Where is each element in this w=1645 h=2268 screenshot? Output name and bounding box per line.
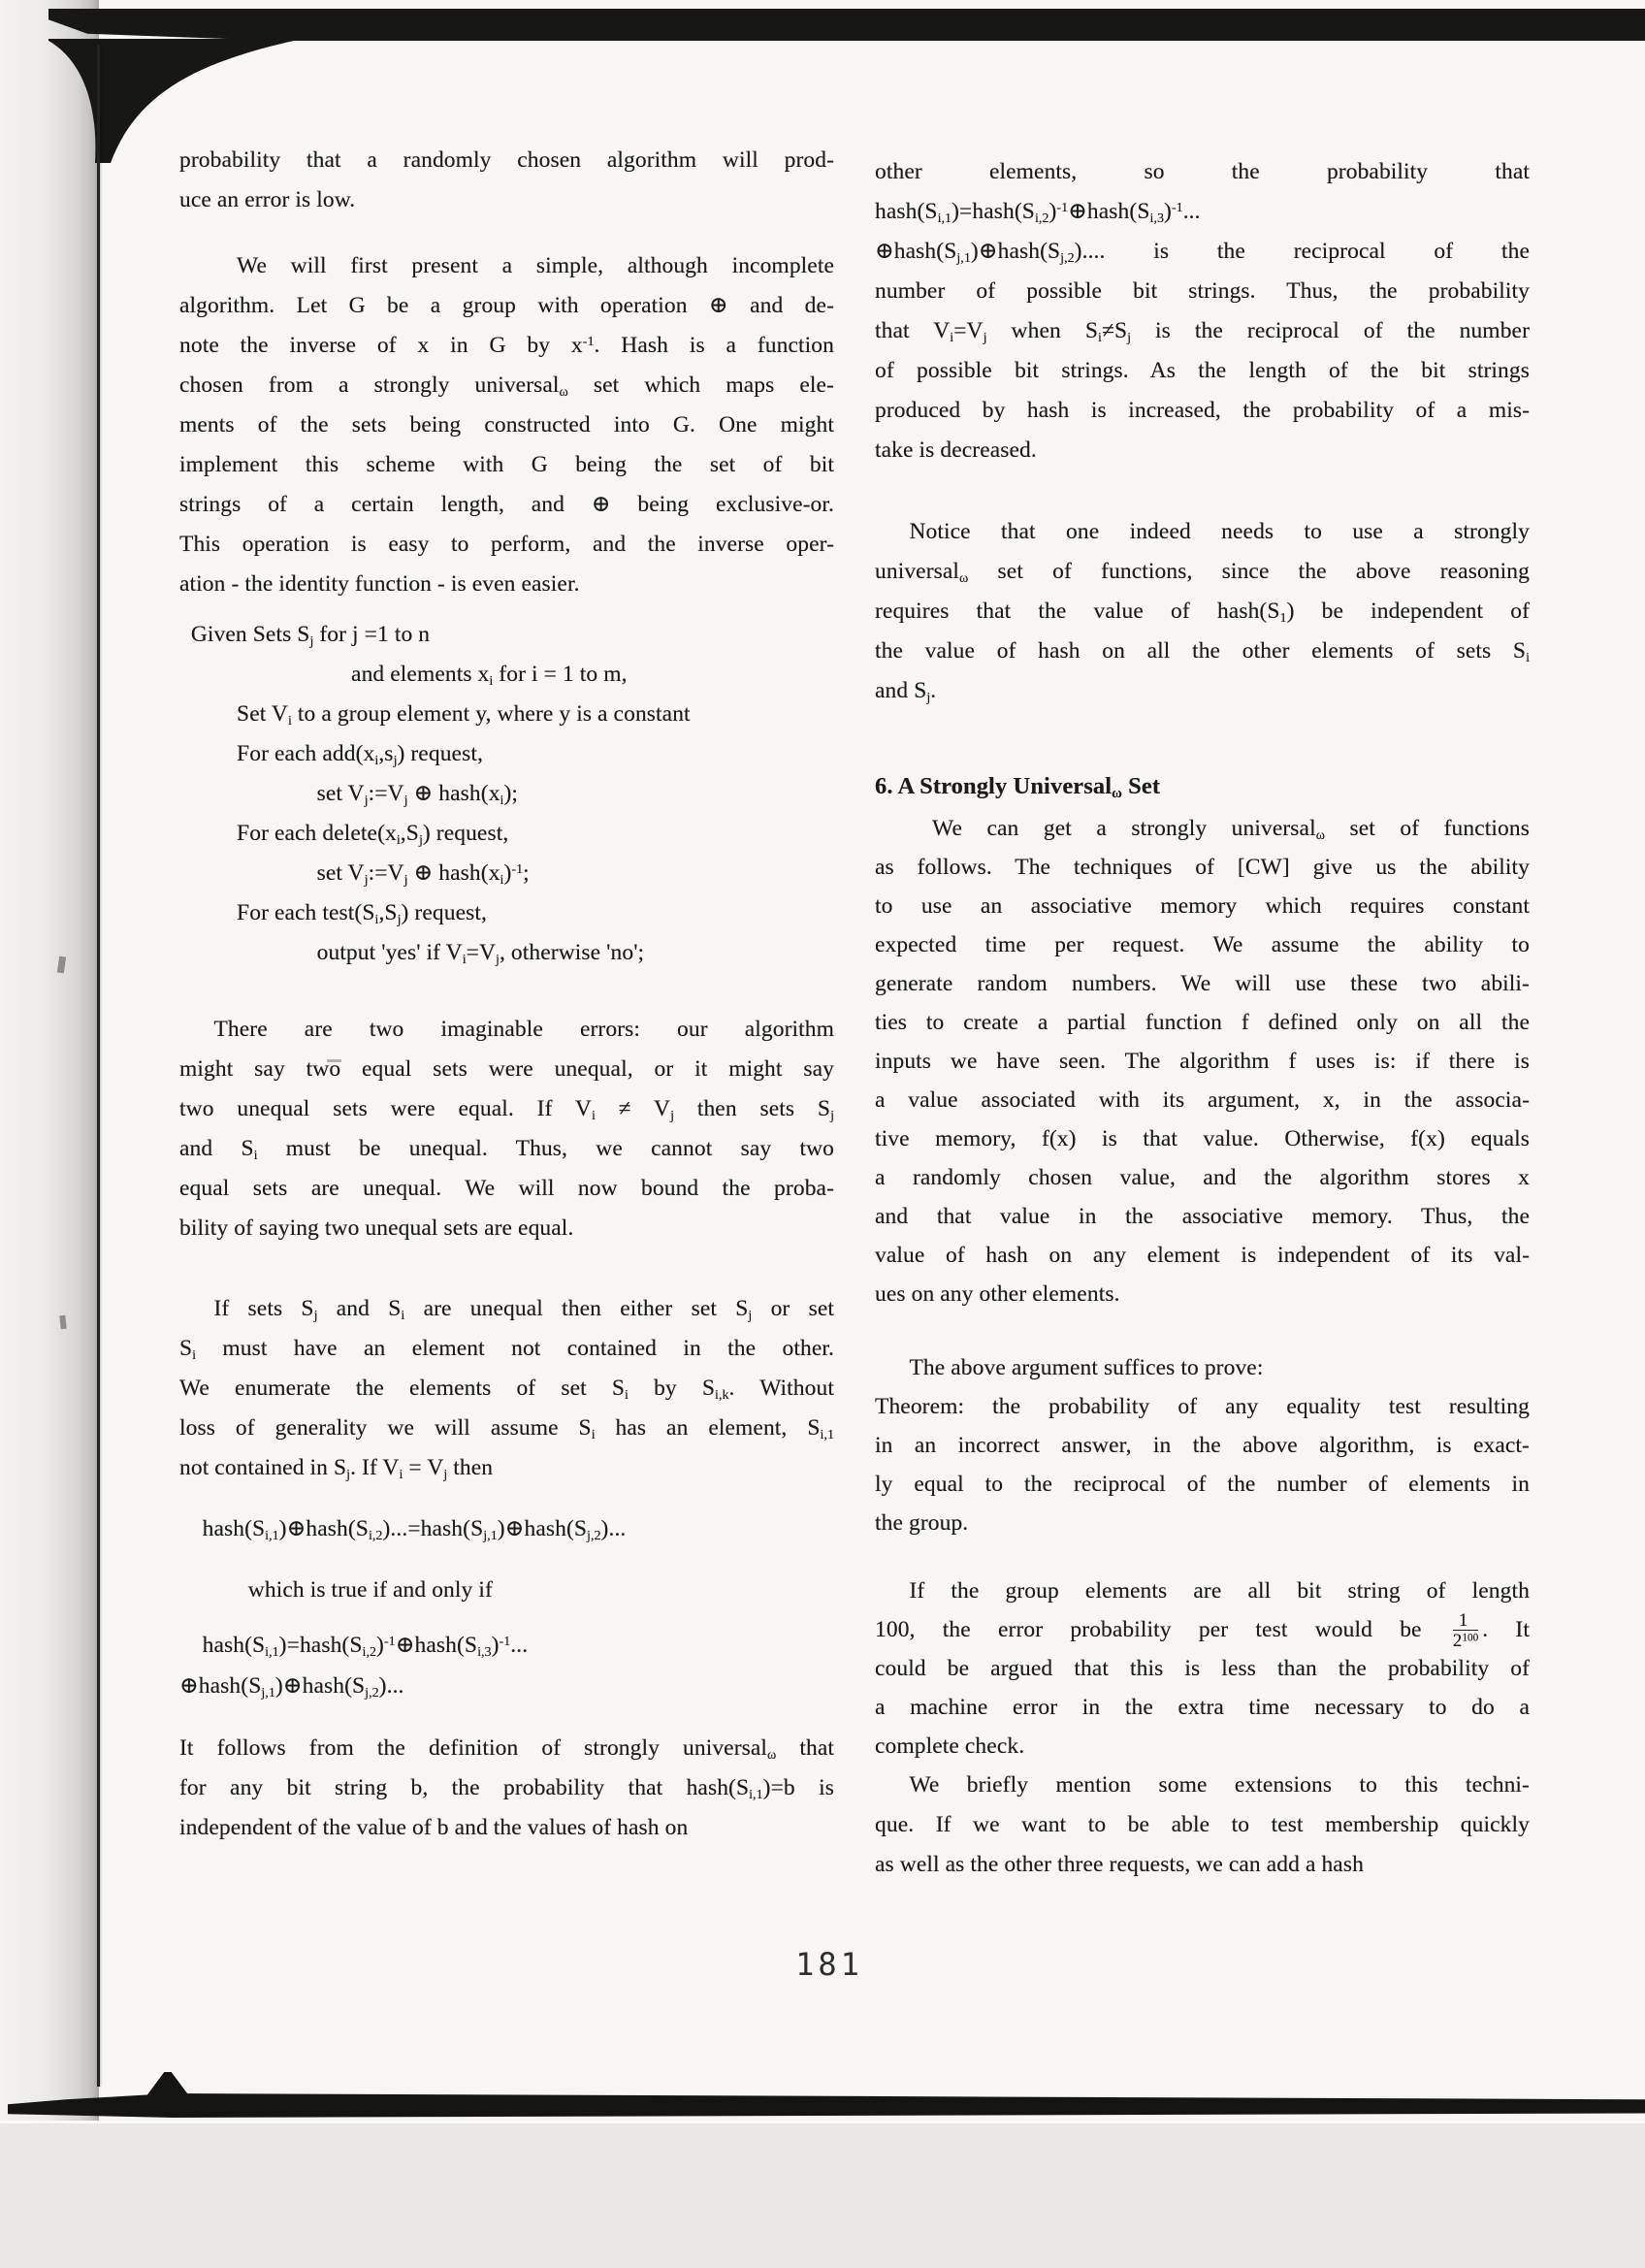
left-paragraph-follows: It follows from the definition of strongly universal$_\omega$ that for any bit string b, the probability that $hash(S_{i,1})=b$ is independent of the value of b and the values of hash on [179, 1735, 834, 1840]
right-paragraph-error-probability: If the group elements are all bit string of length 100, the error probability per test would be $\frac{1}{2^{100}}$ . It could be argued that this is less than the probability of a machine error in the extra time necessary to do a complete check. [875, 1578, 1530, 1759]
page-number: 181 [795, 1946, 863, 1983]
section-heading-strongly-universal-set: 6. A Strongly Universal$_\omega$ Set [875, 773, 1161, 802]
book-gutter-shadow [0, 0, 99, 2268]
right-paragraph-probability: other elements, so the probability that $hash(S_{i,1})=hash(S_{i,2})^{-1}\oplus hash(S_{i,3})^{-1}$... $\oplus hash(S_{j,1})\oplus hash(S_{j,2})$.... is the reciprocal of the number of possible bit strings. Thus, the probability that $V_i=V_j$ when $S_i\ne S_j$ is the reciprocal of the number of possible bit strings. As the length of the bit strings produced by hash is increased, the probability of a mis- take is decreased. [875, 159, 1530, 463]
scan-top-band [48, 9, 1645, 41]
right-paragraph-argument: The above argument suffices to prove: [875, 1355, 1264, 1380]
right-paragraph-notice: Notice that one indeed needs to use a strongly universal$_\omega$ set of functions, since the above reasoning requires that the value of $hash(S_1)$ be independent of the value of hash on all the other elements of sets $S_i$ and $S_j$. [875, 519, 1530, 705]
display-formula-hash-equality: $hash(S_{i,1})\oplus hash(S_{i,2})...=hash(S_{j,1})\oplus hash(S_{j,2})$... [179, 1516, 627, 1543]
scan-bottom-margin [0, 2121, 1645, 2268]
page-fold-line [97, 45, 100, 2087]
left-paragraph-errors: There are two imaginable errors: our algorithm might say two equal sets were unequal, or it might say two unequal sets were equal. If $V_i \ne V_j$ then sets $S_j$ and $S_i$ must be unequal. Thus, we cannot say two equal sets are unequal. We will now bound the proba- bility of saying two unequal sets are equal. [179, 1017, 834, 1241]
scan-bottom-band [8, 2093, 1645, 2118]
theorem-statement: Theorem: the probability of any equality test resulting in an incorrect answer, in the above algorithm, is exact- ly equal to the reciprocal of the number of elements in the group. [875, 1394, 1530, 1536]
right-paragraph-extensions: We briefly mention some extensions to this techni- que. If we want to be able to test membership quickly as well as the other three requests, we can add a hash [875, 1772, 1530, 1877]
display-formula-hash-inverse: $hash(S_{i,1})=hash(S_{i,2})^{-1}\oplus hash(S_{i,3})^{-1}$... $\oplus hash(S_{j,1})\oplus hash(S_{j,2})$... [179, 1633, 529, 1701]
left-paragraph-unequal-sets: If sets $S_j$ and $S_i$ are unequal then either set $S_j$ or set $S_i$ must have an element not contained in the other. We enumerate the elements of set $S_i$ by $S_{i,k}$. Without loss of generality we will assume $S_i$ has an element, $S_{i,1}$ not contained in $S_j$. If $V_i = V_j$ then [179, 1296, 834, 1482]
left-paragraph-intro: probability that a randomly chosen algorithm will prod- uce an error is low. [179, 147, 834, 212]
left-paragraph-algorithm-intro: We will first present a simple, although incomplete algorithm. Let G be a group with operation ⊕ and de- note the inverse of x in G by $x^{-1}$. Hash is a function chosen from a strongly universal$_\omega$ set which maps ele- ments of the sets being constructed into G. One might implement this scheme with G being the set of bit strings of a certain length, and ⊕ being exclusive-or. This operation is easy to perform, and the inverse oper- ation - the identity function - is even easier. [179, 253, 834, 597]
formula-connector-text: which is true if and only if [179, 1577, 493, 1603]
algorithm-pseudocode: Given Sets $S_j$ for j =1 to n and elements $x_i$ for i = 1 to m, Set $V_i$ to a group element y, where y is a constant For each $add(x_i,s_j)$ request, set $V_j:=V_j$ ⊕ $hash(x_i)$; For each $delete(x_i,S_j)$ request, set $V_j:=V_j$ ⊕ $hash(x_i)^{-1}$; For each $test(S_i,S_j)$ request, output 'yes' if $V_i=V_j$, otherwise 'no'; [179, 622, 691, 967]
right-paragraph-construction: We can get a strongly universal$_\omega$ set of functions as follows. The techniques of [CW] give us the ability to use an associative memory which requires constant expected time per request. We assume the ability to generate random numbers. We will use these two abili- ties to create a partial function f defined only on all the inputs we have seen. The algorithm f uses is: if there is a value associated with its argument, x, in the associa- tive memory, f(x) is that value. Otherwise, f(x) equals a randomly chosen value, and the algorithm stores x and that value in the associative memory. Thus, the value of hash on any element is independent of its val- ues on any other elements. [875, 816, 1530, 1307]
